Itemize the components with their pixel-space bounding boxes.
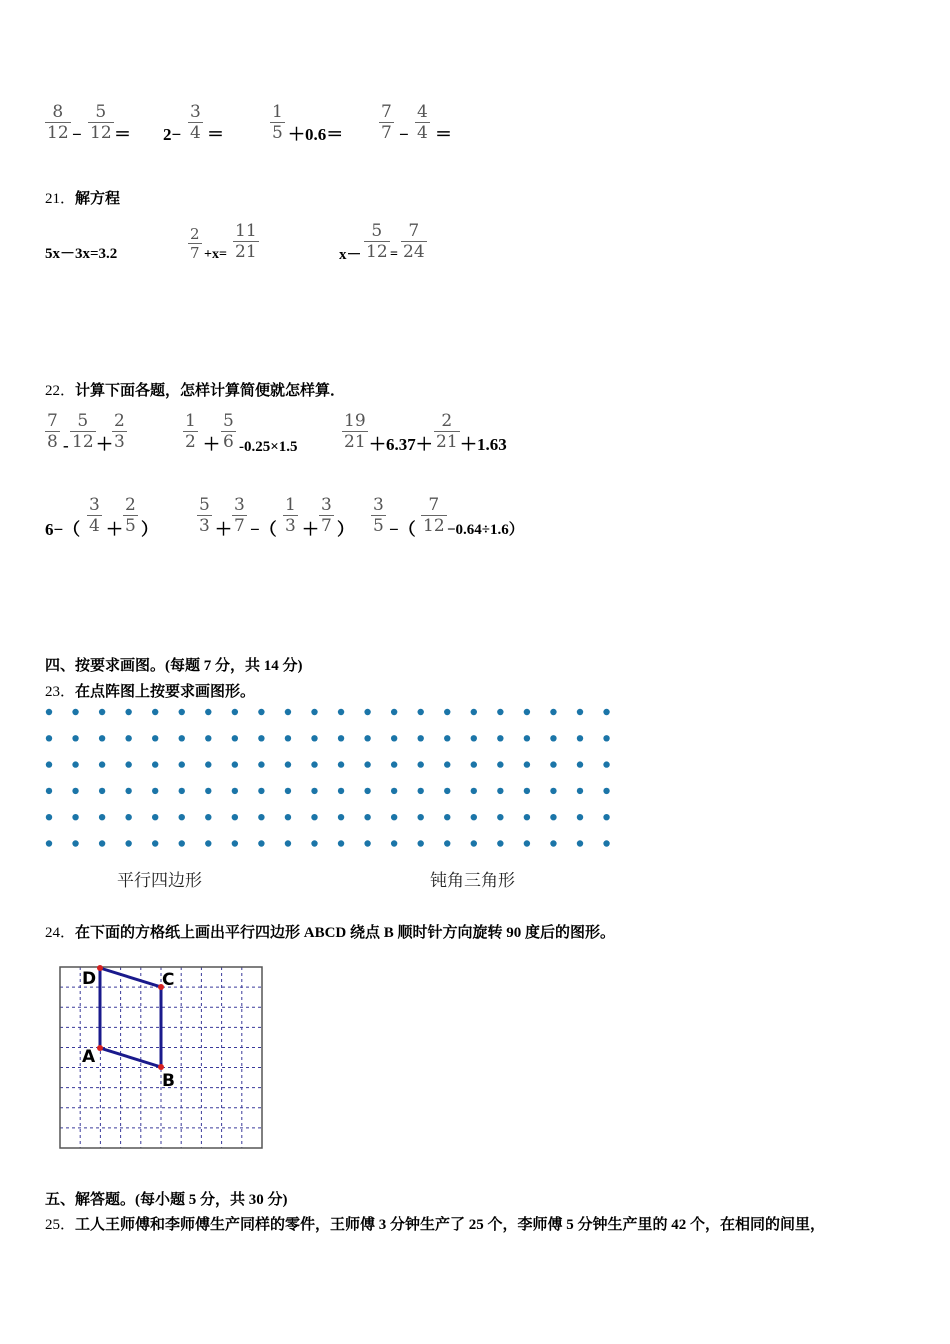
grid-dot[interactable]: [205, 840, 211, 846]
grid-dot[interactable]: [152, 735, 158, 741]
grid-dot[interactable]: [205, 761, 211, 767]
fraction: $\frac{19}{21}$: [344, 411, 366, 452]
question-number: 21．: [45, 191, 76, 207]
fraction: $\frac{5}{12}$: [366, 221, 388, 262]
grid-dot[interactable]: [603, 840, 609, 846]
grid-dot[interactable]: [125, 788, 131, 794]
grid-dot[interactable]: [577, 840, 583, 846]
operand: 2−: [163, 125, 182, 144]
operand: 6−（: [45, 520, 81, 539]
grid-dot[interactable]: [338, 814, 344, 820]
grid-dot[interactable]: [232, 761, 238, 767]
grid-dot[interactable]: [152, 788, 158, 794]
operator: ）: [337, 520, 354, 539]
grid-dot[interactable]: [418, 709, 424, 715]
label-b: B: [162, 1071, 175, 1091]
grid-dot[interactable]: [232, 814, 238, 820]
grid-dot[interactable]: [497, 788, 503, 794]
grid-dot[interactable]: [125, 840, 131, 846]
grid-dot[interactable]: [72, 761, 78, 767]
grid-dot[interactable]: [232, 788, 238, 794]
grid-dot[interactable]: [391, 735, 397, 741]
question-23-heading: [45, 680, 255, 701]
grid-dot[interactable]: [311, 735, 317, 741]
grid-dot[interactable]: [444, 735, 450, 741]
fraction: $\frac{8}{12}$: [47, 102, 69, 143]
grid-dot[interactable]: [338, 840, 344, 846]
grid-dot[interactable]: [364, 709, 370, 715]
grid-dot[interactable]: [311, 788, 317, 794]
grid-dot[interactable]: [46, 761, 52, 767]
grid-dot[interactable]: [603, 788, 609, 794]
grid-dot[interactable]: [232, 840, 238, 846]
grid-dot[interactable]: [497, 735, 503, 741]
grid-dot[interactable]: [179, 735, 185, 741]
grid-dot[interactable]: [46, 735, 52, 741]
grid-dot[interactable]: [72, 735, 78, 741]
operand: -0.25×1.5: [239, 439, 298, 455]
question-25: [45, 1213, 825, 1234]
grid-dot[interactable]: [99, 814, 105, 820]
grid-dot[interactable]: [72, 709, 78, 715]
fraction: $\frac{3}{7}$: [234, 495, 245, 536]
grid-dot[interactable]: [232, 709, 238, 715]
question-title: 在点阵图上按要求画图形。: [75, 684, 256, 700]
grid-dot[interactable]: [444, 761, 450, 767]
fraction: $\frac{2}{5}$: [125, 495, 136, 536]
operator: ＋: [106, 520, 123, 539]
operator: ＋: [96, 435, 113, 454]
operator: ＋: [203, 435, 220, 454]
grid-dot[interactable]: [46, 814, 52, 820]
grid-dot[interactable]: [258, 814, 264, 820]
grid-dot[interactable]: [311, 709, 317, 715]
grid-dot[interactable]: [205, 735, 211, 741]
grid-dot[interactable]: [285, 709, 291, 715]
label-c: C: [162, 970, 175, 990]
grid-dot[interactable]: [497, 814, 503, 820]
question-21-heading: [45, 187, 120, 208]
grid-dot[interactable]: [550, 814, 556, 820]
grid-dot[interactable]: [72, 814, 78, 820]
fraction: $\frac{7}{7}$: [381, 102, 392, 143]
grid-dot[interactable]: [418, 814, 424, 820]
fraction: $\frac{4}{4}$: [417, 102, 428, 143]
grid-dot[interactable]: [577, 788, 583, 794]
grid-dot[interactable]: [205, 788, 211, 794]
equation-2-mid: +x=: [204, 247, 227, 262]
point-b: [158, 1064, 164, 1070]
grid-dot[interactable]: [391, 761, 397, 767]
grid-dot[interactable]: [418, 761, 424, 767]
grid-dot[interactable]: [603, 709, 609, 715]
question-number: 22．: [45, 383, 76, 399]
operator: ＋: [302, 520, 319, 539]
grid-dot[interactable]: [603, 735, 609, 741]
point-a: [97, 1045, 103, 1051]
fraction: $\frac{1}{3}$: [285, 495, 296, 536]
grid-dot[interactable]: [311, 761, 317, 767]
grid-dot[interactable]: [179, 761, 185, 767]
fraction: $\frac{7}{12}$: [423, 495, 445, 536]
grid-dot[interactable]: [497, 709, 503, 715]
grid-dot[interactable]: [311, 840, 317, 846]
grid-dot[interactable]: [550, 840, 556, 846]
grid-dot[interactable]: [364, 814, 370, 820]
grid-dot[interactable]: [179, 788, 185, 794]
caption-parallelogram: 平行四边形: [117, 871, 202, 891]
grid-dot[interactable]: [603, 761, 609, 767]
question-number: 23．: [45, 684, 76, 700]
grid-dot[interactable]: [524, 735, 530, 741]
fraction: $\frac{2}{21}$: [436, 411, 458, 452]
equation-3-pre: x－: [339, 247, 362, 263]
equals: ＝: [435, 125, 452, 144]
grid-dot[interactable]: [364, 840, 370, 846]
grid-dot[interactable]: [258, 840, 264, 846]
grid-dot[interactable]: [311, 814, 317, 820]
grid-dot[interactable]: [258, 788, 264, 794]
dot-grid[interactable]: [40, 702, 620, 854]
grid-dot[interactable]: [577, 709, 583, 715]
grid-dot[interactable]: [338, 735, 344, 741]
operand: ＋1.63: [460, 435, 507, 454]
question-22-heading: [45, 379, 345, 400]
grid-dot[interactable]: [285, 735, 291, 741]
fraction: $\frac{3}{7}$: [321, 495, 332, 536]
grid-dot[interactable]: [125, 814, 131, 820]
operator: −（: [389, 520, 416, 539]
grid-dot[interactable]: [258, 735, 264, 741]
grid-dot[interactable]: [391, 840, 397, 846]
grid-dot[interactable]: [577, 814, 583, 820]
grid-dot[interactable]: [364, 761, 370, 767]
grid-dot[interactable]: [418, 788, 424, 794]
grid-dot[interactable]: [577, 761, 583, 767]
grid-dot[interactable]: [418, 840, 424, 846]
label-d: D: [82, 969, 97, 989]
grid-dot[interactable]: [99, 761, 105, 767]
fraction: $\frac{2}{7}$: [190, 225, 200, 262]
grid-dot[interactable]: [285, 814, 291, 820]
fraction: $\frac{1}{2}$: [185, 411, 196, 452]
grid-dot[interactable]: [550, 788, 556, 794]
grid-dot[interactable]: [471, 840, 477, 846]
grid-dot[interactable]: [524, 788, 530, 794]
grid-dot[interactable]: [285, 840, 291, 846]
question-24-heading: [45, 921, 615, 942]
operator: -: [63, 436, 69, 455]
grid-dot[interactable]: [603, 814, 609, 820]
grid-dot[interactable]: [152, 814, 158, 820]
fraction: $\frac{11}{21}$: [235, 221, 257, 262]
parallelogram-abcd: [100, 968, 161, 1067]
grid-dot[interactable]: [338, 761, 344, 767]
grid-dot[interactable]: [99, 788, 105, 794]
grid-dot[interactable]: [524, 761, 530, 767]
section-5-heading: 五、解答题。(每小题 5 分，共 30 分): [45, 1192, 288, 1208]
grid-dot[interactable]: [550, 735, 556, 741]
grid-dot[interactable]: [205, 709, 211, 715]
grid-dot[interactable]: [471, 761, 477, 767]
grid-dot[interactable]: [152, 840, 158, 846]
grid-dot[interactable]: [471, 709, 477, 715]
fraction: $\frac{5}{6}$: [223, 411, 234, 452]
fraction: $\frac{3}{4}$: [89, 495, 100, 536]
fraction: $\frac{3}{4}$: [190, 102, 201, 143]
operator: −: [72, 125, 82, 144]
grid-dot[interactable]: [471, 735, 477, 741]
grid-dot[interactable]: [179, 840, 185, 846]
grid-dot[interactable]: [444, 709, 450, 715]
grid-dot[interactable]: [99, 840, 105, 846]
grid-dot[interactable]: [258, 761, 264, 767]
section-4-heading: 四、按要求画图。(每题 7 分，共 14 分): [45, 658, 303, 674]
grid-dot[interactable]: [285, 761, 291, 767]
grid-dot[interactable]: [338, 788, 344, 794]
question-number: 24．: [45, 925, 76, 941]
grid-dot[interactable]: [125, 709, 131, 715]
grid-dot[interactable]: [232, 735, 238, 741]
fraction: $\frac{5}{12}$: [90, 102, 112, 143]
grid-dot[interactable]: [205, 814, 211, 820]
fraction: $\frac{3}{5}$: [373, 495, 384, 536]
grid-dot[interactable]: [46, 788, 52, 794]
grid-dot[interactable]: [391, 788, 397, 794]
operator: −: [399, 125, 409, 144]
grid-dot[interactable]: [471, 788, 477, 794]
operator: ）: [141, 520, 158, 539]
equals: ＝: [114, 125, 131, 144]
equals: ＝: [207, 125, 224, 144]
label-a: A: [82, 1047, 96, 1067]
grid-dot[interactable]: [364, 735, 370, 741]
grid-dot[interactable]: [418, 735, 424, 741]
grid-dot[interactable]: [152, 761, 158, 767]
question-title: 解方程: [75, 191, 121, 207]
fraction: $\frac{7}{8}$: [47, 411, 58, 452]
grid-dot[interactable]: [550, 761, 556, 767]
grid-dot[interactable]: [364, 788, 370, 794]
operator: ＋: [215, 520, 232, 539]
fraction: $\frac{5}{12}$: [72, 411, 94, 452]
operator: −（: [250, 520, 277, 539]
grid-dot[interactable]: [46, 840, 52, 846]
grid-dot[interactable]: [99, 709, 105, 715]
grid-dot[interactable]: [179, 814, 185, 820]
grid-dot[interactable]: [497, 761, 503, 767]
grid-dot[interactable]: [152, 709, 158, 715]
grid-dot[interactable]: [285, 788, 291, 794]
grid-dot[interactable]: [179, 709, 185, 715]
grid-dot[interactable]: [338, 709, 344, 715]
fraction: $\frac{5}{3}$: [199, 495, 210, 536]
grid-dot[interactable]: [444, 788, 450, 794]
grid-dot[interactable]: [471, 814, 477, 820]
caption-obtuse-triangle: 钝角三角形: [430, 871, 515, 891]
question-text: 工人王师傅和李师傅生产同样的零件，王师傅 3 分钟生产了 25 个，李师傅 5 分钟生产里的 42 个，在相同的间里，: [75, 1217, 826, 1233]
point-d: [97, 965, 103, 971]
question-title: 在下面的方格纸上画出平行四边形 ABCD 绕点 B 顺时针方向旋转 90 度后的图形。: [75, 925, 616, 941]
grid-dot[interactable]: [125, 761, 131, 767]
grid-dot[interactable]: [524, 814, 530, 820]
grid-dot[interactable]: [444, 814, 450, 820]
grid-dot[interactable]: [497, 840, 503, 846]
operand: −0.64÷1.6）: [447, 522, 524, 538]
equation-3-mid: =: [390, 247, 398, 262]
grid-dot[interactable]: [391, 814, 397, 820]
grid-dot[interactable]: [524, 709, 530, 715]
grid-dot[interactable]: [72, 840, 78, 846]
grid-dot[interactable]: [46, 709, 52, 715]
grid-dot[interactable]: [577, 735, 583, 741]
operand: ＋0.6＝: [288, 125, 344, 144]
equation-1: 5x－3x=3.2: [45, 246, 118, 262]
grid-dot[interactable]: [99, 735, 105, 741]
grid-dot[interactable]: [444, 840, 450, 846]
fraction: $\frac{2}{3}$: [114, 411, 125, 452]
operand: ＋6.37＋: [369, 435, 433, 454]
question-number: 25．: [45, 1217, 76, 1233]
grid-dot[interactable]: [72, 788, 78, 794]
question-title: 计算下面各题，怎样计算简便就怎样算．: [75, 383, 346, 399]
fraction: $\frac{7}{24}$: [403, 221, 425, 262]
grid-dot[interactable]: [125, 735, 131, 741]
fraction: $\frac{1}{5}$: [272, 102, 283, 143]
grid-dot[interactable]: [550, 709, 556, 715]
grid-dot[interactable]: [391, 709, 397, 715]
grid-dot[interactable]: [524, 840, 530, 846]
grid-dot[interactable]: [258, 709, 264, 715]
grid-paper[interactable]: [55, 960, 270, 1155]
